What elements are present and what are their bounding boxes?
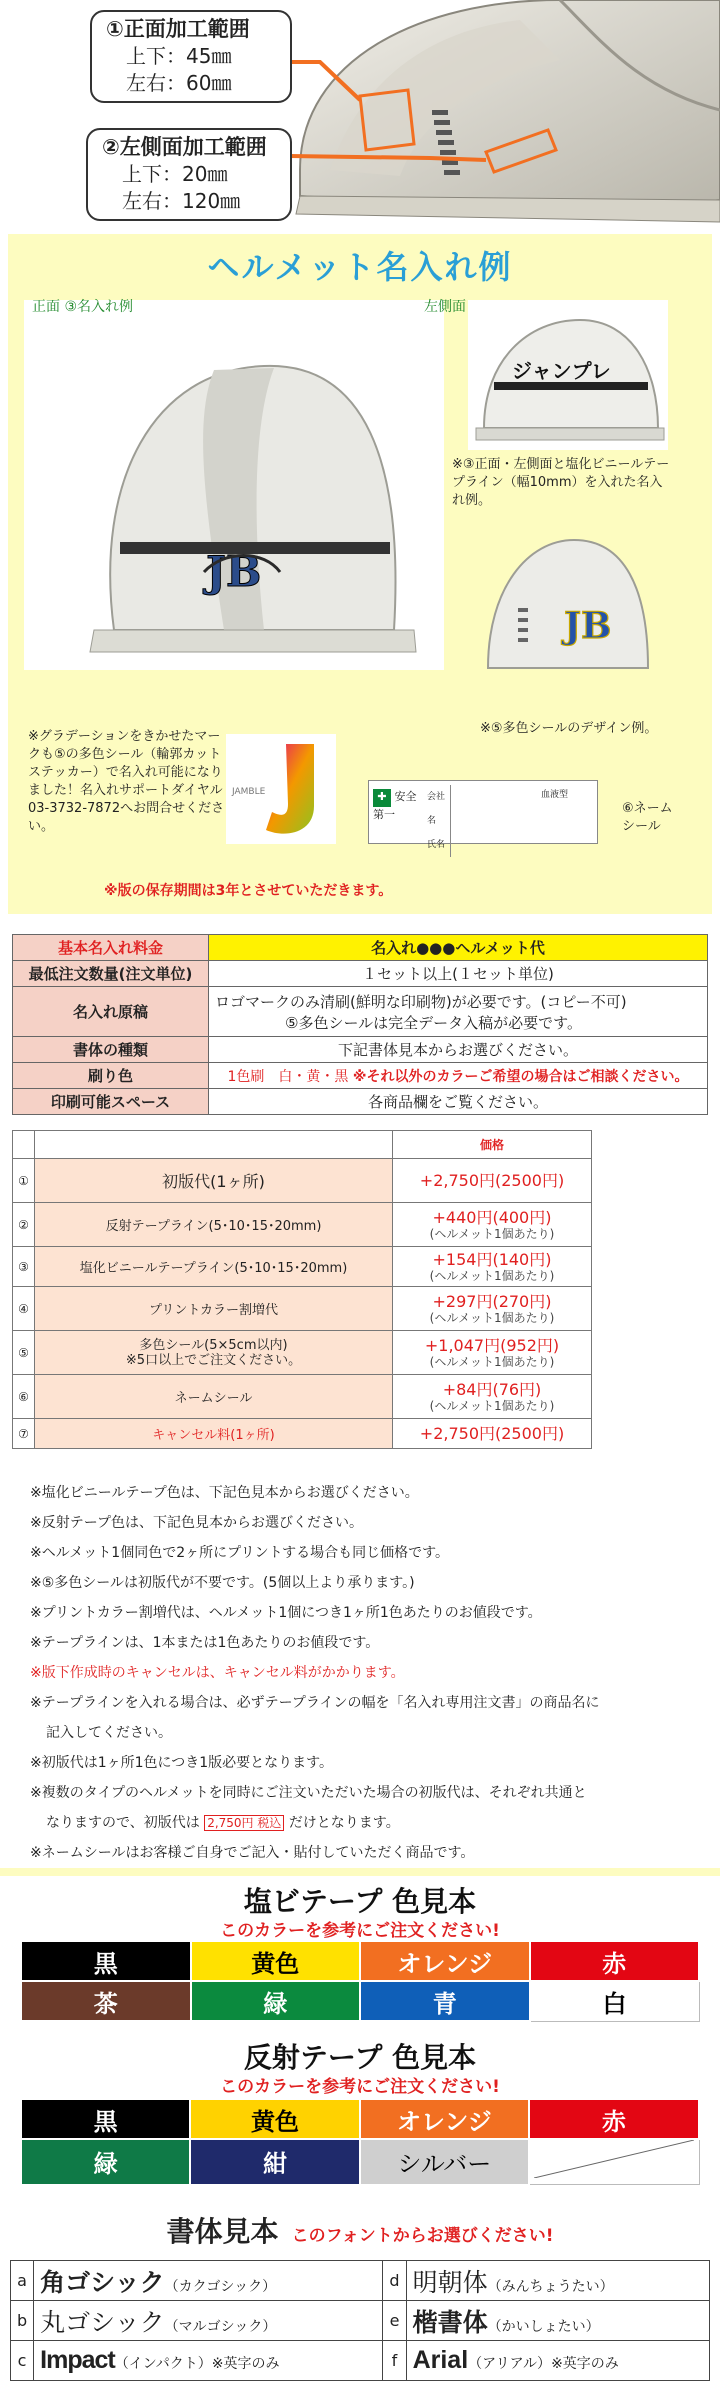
tape-example-note: ※③正面・左側面と塩化ビニールテープライン（幅10mm）を入れた名入れ例。 <box>452 457 670 508</box>
print-color-consult: ※それ以外のカラーご希望の場合はご相談ください。 <box>352 1068 689 1085</box>
gradation-note-text: ※グラデーションをきかせたマークも⑤の多色シール（輪郭カットステッカー）で名入れ可能になりました！名入れサポートダイヤル <box>28 729 223 798</box>
front-logo-text: JB <box>206 547 262 596</box>
font-sample-title: 書体見本 <box>166 2215 279 2248</box>
note-item-continued <box>30 1808 710 1838</box>
font-option-extra: ※英字のみ <box>211 2356 280 2372</box>
reflective-color-swatch: 紺 <box>190 2139 359 2185</box>
price-row-item: プリントカラー割増代 <box>35 1287 393 1331</box>
font-sample-table <box>10 2260 710 2381</box>
basic-row-value <box>209 987 708 1037</box>
price-row-number: ⑥ <box>13 1375 35 1419</box>
price-row <box>13 1331 592 1375</box>
price-row-number: ⑦ <box>13 1419 35 1449</box>
note-item: ※塩化ビニールテープ色は、下記色見本からお選びください。 <box>30 1485 419 1501</box>
manuscript-line-1: ロゴマークのみ清刷(鮮明な印刷物)が必要です。(コピー不可) <box>215 992 627 1011</box>
sticker-helmet-photo <box>478 528 654 678</box>
vinyl-color-swatch: 青 <box>360 1981 530 2021</box>
font-option-name: 明朝体 <box>412 2267 488 2297</box>
font-option-kana: （みんちょうたい） <box>487 2278 614 2295</box>
font-option-key: b <box>11 2301 34 2341</box>
front-area-vertical: 上下：45㎜ <box>126 44 232 68</box>
price-row <box>13 1247 592 1287</box>
side-area-vertical: 上下：20㎜ <box>122 162 228 186</box>
vinyl-color-swatch: 茶 <box>21 1981 191 2021</box>
front-area-callout <box>90 10 292 103</box>
price-unit-note: (ヘルメット1個あたり) <box>429 1354 555 1369</box>
price-value: +440円(400円) <box>432 1207 552 1227</box>
sticker-item-name: 多色シール(5×5cm以内) <box>139 1337 288 1353</box>
note-item: ※複数のタイプのヘルメットを同時にご注文いただいた場合の初版代は、それぞれ共通と <box>30 1785 587 1801</box>
reflective-color-swatch: オレンジ <box>360 2099 529 2139</box>
vinyl-color-swatch: 緑 <box>191 1981 361 2021</box>
basic-row-key: 書体の種類 <box>13 1037 209 1063</box>
reflective-color-grid <box>20 2098 700 2186</box>
font-option-name: 楷書体 <box>412 2307 488 2337</box>
price-row-item: 塩化ビニールテープライン(5･10･15･20mm) <box>35 1247 393 1287</box>
basic-header-left-text: 基本名入れ料金 <box>57 939 163 957</box>
price-row-price <box>393 1331 592 1375</box>
vinyl-color-grid <box>20 1940 700 2022</box>
font-sample-subtitle: このフォントからお選びください! <box>291 2226 554 2246</box>
reflective-color-swatch: 黒 <box>21 2099 190 2139</box>
safety-mark <box>373 789 423 837</box>
basic-row-key: 名入れ原稿 <box>13 987 209 1037</box>
safety-text: 安全第一 <box>373 790 417 821</box>
name-sticker-sample <box>368 780 598 850</box>
price-row-price <box>393 1419 592 1449</box>
price-unit-note: (ヘルメット1個あたり) <box>429 1310 555 1325</box>
note-item: ※テープラインは、1本または1色あたりのお値段です。 <box>30 1635 380 1651</box>
front-area-label: ①正面加工範囲 <box>106 17 250 41</box>
print-color-options: 1色刷 白・黄・黒 <box>227 1068 349 1085</box>
font-sample-heading <box>0 2210 720 2250</box>
basic-table-header <box>13 935 708 961</box>
price-unit-note: (ヘルメット1個あたり) <box>429 1226 555 1241</box>
retention-note: ※版の保存期間は3年とさせていただきます。 <box>104 883 393 899</box>
company-field-label: 会社名 <box>427 792 446 826</box>
font-option-extra: ※英字のみ <box>551 2356 619 2372</box>
price-row <box>13 1419 592 1449</box>
vinyl-color-swatch: 白 <box>530 1981 700 2021</box>
price-value: +2,750円(2500円) <box>419 1423 565 1443</box>
price-value: +84円(76円) <box>442 1379 542 1399</box>
price-row-number: ② <box>13 1203 35 1247</box>
side-area-callout <box>86 128 292 221</box>
price-row-price <box>393 1247 592 1287</box>
front-example-label: 正面 ③名入れ例 <box>32 299 134 315</box>
front-helmet-photo <box>24 300 444 670</box>
name-print-example-section <box>8 234 712 914</box>
reflective-tape-title: 反射テープ 色見本 <box>243 2041 477 2074</box>
basic-row-key: 刷り色 <box>13 1063 209 1089</box>
font-option-name: Impact <box>40 2346 115 2374</box>
font-option-key: d <box>383 2261 406 2301</box>
note-item: ※プリントカラー割増代は、ヘルメット1個につき1ヶ所1色あたりのお値段です。 <box>30 1605 542 1621</box>
sticker-brand: JAMBLE <box>232 787 266 797</box>
font-option-kana: （インパクト） <box>114 2356 212 2372</box>
font-option-kana: （カクゴシック） <box>164 2278 277 2295</box>
price-row <box>13 1159 592 1203</box>
helmet-area-section <box>0 0 720 232</box>
option-price-table <box>12 1130 592 1449</box>
name-field-label: 氏名 <box>427 840 446 850</box>
note-fee-lead: なりますので、初版代は <box>46 1815 200 1831</box>
basic-row-key: 最低注文数量(注文単位) <box>13 961 209 987</box>
reflective-color-swatch: 赤 <box>529 2099 699 2139</box>
basic-row-value: 各商品欄をご覧ください。 <box>209 1089 708 1115</box>
note-item-continued: 記入してください。 <box>46 1725 172 1741</box>
note-item: ※ヘルメット1個同色で2ヶ所にプリントする場合も同じ価格です。 <box>30 1545 450 1561</box>
front-area-horizontal: 左右：60㎜ <box>126 71 232 95</box>
reflective-color-swatch: 黄色 <box>190 2099 359 2139</box>
name-sticker-caption: ⑥ネームシール <box>622 801 673 834</box>
vinyl-color-swatch: 黒 <box>21 1941 191 1981</box>
example-title: ヘルメット名入れ例 <box>207 248 513 286</box>
basic-row-value <box>209 1063 708 1089</box>
price-row-price <box>393 1375 592 1419</box>
price-row <box>13 1375 592 1419</box>
gradation-note-tail: へお問合せください。 <box>28 801 225 834</box>
note-item: ※初版代は1ヶ所1色につき1版必要となります。 <box>30 1755 334 1771</box>
font-option[interactable] <box>406 2261 709 2301</box>
price-header-blank <box>35 1131 393 1159</box>
vinyl-color-swatch: 赤 <box>530 1941 700 1981</box>
price-row-price <box>393 1203 592 1247</box>
font-option-key: c <box>11 2341 34 2381</box>
vinyl-color-swatch: 黄色 <box>191 1941 361 1981</box>
reflective-tape-subtitle: このカラーを参考にご注文ください! <box>220 2077 500 2097</box>
price-row-price <box>393 1287 592 1331</box>
section-divider <box>0 1868 720 1876</box>
font-option-kana: （かいしょたい） <box>487 2318 600 2335</box>
note-item: ※⑤多色シールは初版代が不要です。(5個以上より承ります。) <box>30 1575 415 1591</box>
notes-list <box>30 1478 710 1868</box>
font-option-kana: （アリアル） <box>468 2356 552 2372</box>
basic-table-row <box>13 987 708 1037</box>
note-item: ※テープラインを入れる場合は、必ずテープラインの幅を「名入れ専用注文書」の商品名に <box>30 1695 600 1711</box>
sticker-logo-text: JB <box>564 605 612 647</box>
basic-table-row <box>13 961 708 987</box>
price-value: +1,047円(952円) <box>424 1335 560 1355</box>
font-option-name: 丸ゴシック <box>40 2307 165 2337</box>
font-option-name: Arial <box>412 2346 469 2374</box>
font-option-name: 角ゴシック <box>40 2267 165 2297</box>
sticker-design-note: ※⑤多色シールのデザイン例。 <box>480 721 658 736</box>
note-item: ※反射テープ色は、下記色見本からお選びください。 <box>30 1515 364 1531</box>
reflective-color-swatch: シルバー <box>360 2139 529 2185</box>
empty-swatch-slash <box>534 2140 694 2178</box>
vinyl-color-swatch: オレンジ <box>360 1941 530 1981</box>
price-row-item: ネームシール <box>35 1375 393 1419</box>
price-row <box>13 1203 592 1247</box>
price-row-price <box>393 1159 592 1203</box>
note-fee-tail: だけとなります。 <box>288 1815 400 1831</box>
price-row-number: ⑤ <box>13 1331 35 1375</box>
side-example-label: 左側面 <box>424 299 466 315</box>
sticker-item-note: ※5口以上でご注文ください。 <box>125 1352 302 1368</box>
price-row-item: キャンセル料(1ヶ所) <box>35 1419 393 1449</box>
gradation-sticker-image <box>226 734 336 844</box>
manuscript-line-2: ⑤多色シールは完全データ入稿が必要です。 <box>285 1013 582 1032</box>
reflective-color-swatch-empty <box>529 2139 699 2185</box>
vinyl-tape-title: 塩ビテープ 色見本 <box>243 1885 477 1918</box>
basic-table-row <box>13 1063 708 1089</box>
price-row-number: ③ <box>13 1247 35 1287</box>
price-value: +2,750円(2500円) <box>419 1170 565 1190</box>
side-area-label: ②左側面加工範囲 <box>102 135 267 159</box>
basic-price-table <box>12 934 708 1115</box>
side-helmet-photo <box>468 300 668 450</box>
note-item: ※ネームシールはお客様ご自身でご記入・貼付していただく商品です。 <box>30 1845 475 1861</box>
font-option-key: e <box>383 2301 406 2341</box>
blood-type-label: 血液型 <box>541 790 569 800</box>
font-option[interactable] <box>406 2341 709 2381</box>
price-value: +154円(140円) <box>432 1249 552 1269</box>
price-row-number: ① <box>13 1159 35 1203</box>
price-table-header <box>13 1131 592 1159</box>
name-sticker-labels <box>427 785 451 857</box>
side-area-horizontal: 左右：120㎜ <box>122 189 241 213</box>
green-cross-icon: ✚ <box>373 789 391 807</box>
price-row-item: 反射テープライン(5･10･15･20mm) <box>35 1203 393 1247</box>
reflective-color-swatch: 緑 <box>21 2139 190 2185</box>
font-option[interactable] <box>34 2341 383 2381</box>
price-unit-note: (ヘルメット1個あたり) <box>429 1268 555 1283</box>
font-option[interactable] <box>34 2261 383 2301</box>
price-row <box>13 1287 592 1331</box>
font-option[interactable] <box>34 2301 383 2341</box>
price-header-blank <box>13 1131 35 1159</box>
basic-table-row <box>13 1037 708 1063</box>
basic-row-key: 印刷可能スペース <box>13 1089 209 1115</box>
font-option-kana: （マルゴシック） <box>164 2318 277 2335</box>
price-row-number: ④ <box>13 1287 35 1331</box>
vinyl-tape-subtitle: このカラーを参考にご注文ください! <box>220 1921 500 1941</box>
font-option-key: f <box>383 2341 406 2381</box>
price-row-item <box>35 1331 393 1375</box>
note-item-cancel: ※版下作成時のキャンセルは、キャンセル料がかかります。 <box>30 1665 405 1681</box>
basic-table-row <box>13 1089 708 1115</box>
basic-row-value: １セット以上(１セット単位) <box>209 961 708 987</box>
font-option-key: a <box>11 2261 34 2301</box>
basic-row-value: 下記書体見本からお選びください。 <box>209 1037 708 1063</box>
side-logo-text: ジャンプレ <box>512 359 611 383</box>
gradation-note <box>28 728 228 836</box>
price-row-item: 初版代(1ヶ所) <box>35 1159 393 1203</box>
price-value: +297円(270円) <box>432 1291 552 1311</box>
support-phone[interactable]: 03-3732-7872 <box>28 801 121 816</box>
note-fee-amount: 2,750円 税込 <box>204 1815 284 1831</box>
basic-header-left <box>13 935 209 961</box>
font-option[interactable] <box>406 2301 709 2341</box>
price-header-label: 価格 <box>393 1131 592 1159</box>
price-unit-note: (ヘルメット1個あたり) <box>429 1398 555 1413</box>
basic-header-right: 名入れ●●●ヘルメット代 <box>209 935 708 961</box>
